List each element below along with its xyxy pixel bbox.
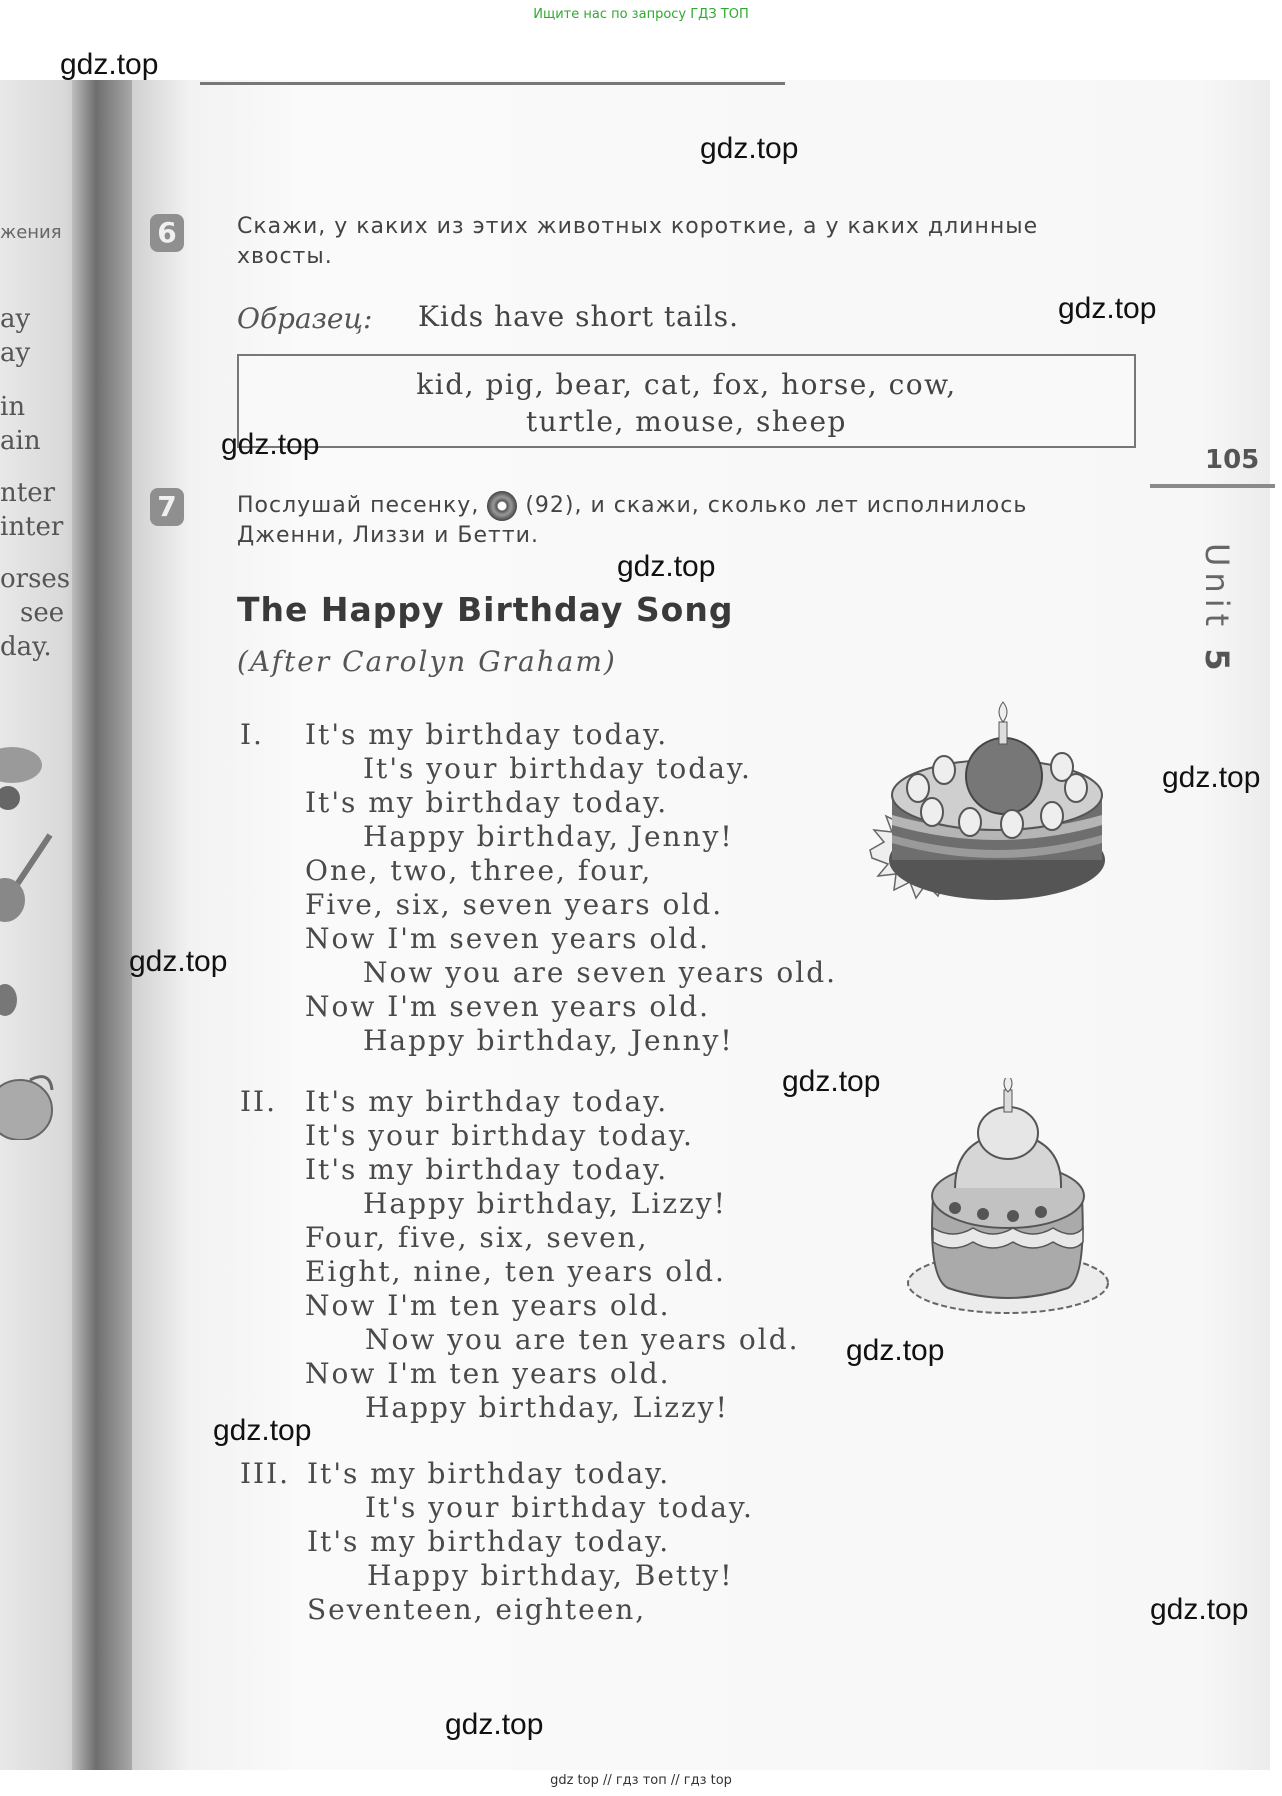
audio-cd-icon — [487, 491, 517, 521]
verse-line: Now I'm ten years old. — [305, 1357, 671, 1390]
left-page-fragment: orses — [0, 564, 71, 594]
verse-line: Now you are ten years old. — [365, 1323, 800, 1356]
left-page-fragment: inter — [0, 512, 64, 542]
bottom-banner: gdz top // гдз топ // гдз top — [550, 1773, 732, 1788]
task-7-instruction-end: и скажи, сколько лет исполнилось Дженни, Лиззи и Бетти. — [237, 493, 1028, 548]
song-author: (After Carolyn Graham) — [237, 645, 617, 678]
left-page-fragment: see — [20, 598, 65, 628]
verse-line: It's your birthday today. — [305, 1119, 694, 1152]
verse-line: Now I'm seven years old. — [305, 990, 711, 1023]
verse-line: Eight, nine, ten years old. — [305, 1255, 726, 1288]
watermark: gdz.top — [846, 1334, 945, 1367]
watermark: gdz.top — [213, 1414, 312, 1447]
birthday-cake-1-illustration — [862, 700, 1140, 925]
left-page-fragment: nter — [0, 478, 56, 508]
task-7-instruction — [237, 491, 1137, 551]
watermark: gdz.top — [782, 1065, 881, 1098]
watermark: gdz.top — [617, 550, 716, 583]
watermark: gdz.top — [700, 132, 799, 165]
verse-line: Five, six, seven years old. — [305, 888, 724, 921]
verse-numeral: II. — [240, 1085, 278, 1118]
left-page-illustrations — [0, 720, 60, 1140]
verse-line: It's my birthday today. — [305, 1085, 669, 1118]
unit-number: 5 — [1198, 648, 1236, 677]
task-7-badge: 7 — [150, 488, 184, 526]
verse-line: It's my birthday today. — [305, 718, 669, 751]
verse-line: Happy birthday, Betty! — [367, 1559, 734, 1592]
birthday-cake-2-illustration — [905, 1078, 1115, 1318]
verse-line: Now I'm ten years old. — [305, 1289, 671, 1322]
verse-line: One, two, three, four, — [305, 854, 653, 887]
verse-line: It's your birthday today. — [365, 1491, 754, 1524]
verse-line: It's my birthday today. — [307, 1525, 671, 1558]
left-page-fragment: day. — [0, 632, 52, 662]
task-7-instruction-start: Послушай песенку, — [237, 493, 480, 518]
song-title: The Happy Birthday Song — [237, 590, 734, 629]
unit-label — [1198, 543, 1236, 677]
top-banner: Ищите нас по запросу ГДЗ ТОП — [533, 7, 749, 22]
watermark: gdz.top — [1150, 1593, 1249, 1626]
left-page-fragment: ay — [0, 338, 31, 368]
verse-line: Happy birthday, Jenny! — [363, 1024, 734, 1057]
sample-label: Образец: — [237, 302, 373, 335]
watermark: gdz.top — [60, 48, 159, 81]
book-gutter — [72, 80, 132, 1770]
verse-line: Happy birthday, Jenny! — [363, 820, 734, 853]
verse-numeral: I. — [240, 718, 264, 751]
verse-line: Happy birthday, Lizzy! — [363, 1187, 727, 1220]
word-box-line: turtle, mouse, sheep — [526, 405, 847, 438]
left-page-fragment: ay — [0, 304, 31, 334]
task-6-badge: 6 — [150, 214, 184, 252]
task-6-instruction: Скажи, у каких из этих животных короткие, а у каких длинные хвосты. — [237, 214, 1039, 269]
word-box-line: kid, pig, bear, cat, fox, horse, cow, — [416, 368, 957, 401]
verse-line: Four, five, six, seven, — [305, 1221, 649, 1254]
watermark: gdz.top — [445, 1708, 544, 1741]
watermark: gdz.top — [129, 945, 228, 978]
top-rule — [200, 82, 785, 85]
sample-text: Kids have short tails. — [418, 300, 740, 333]
track-number: (92), — [525, 493, 583, 518]
left-page-fragment: жения — [0, 222, 62, 243]
verse-line: Now you are seven years old. — [363, 956, 838, 989]
watermark: gdz.top — [1058, 292, 1157, 325]
verse-numeral: III. — [240, 1457, 291, 1490]
left-page-fragment: in — [0, 392, 26, 422]
page-number-rule — [1150, 484, 1275, 488]
verse-line: Happy birthday, Lizzy! — [365, 1391, 729, 1424]
animal-word-box — [237, 354, 1136, 448]
watermark: gdz.top — [1162, 761, 1261, 794]
page-number: 105 — [1205, 445, 1260, 475]
watermark: gdz.top — [221, 428, 320, 461]
verse-line: It's my birthday today. — [305, 786, 669, 819]
verse-line: It's my birthday today. — [305, 1153, 669, 1186]
verse-line: Seventeen, eighteen, — [307, 1593, 647, 1626]
verse-line: Now I'm seven years old. — [305, 922, 711, 955]
verse-line: It's your birthday today. — [363, 752, 752, 785]
verse-line: It's my birthday today. — [307, 1457, 671, 1490]
unit-word: Unit — [1198, 543, 1236, 633]
left-page-fragment: ain — [0, 426, 41, 456]
